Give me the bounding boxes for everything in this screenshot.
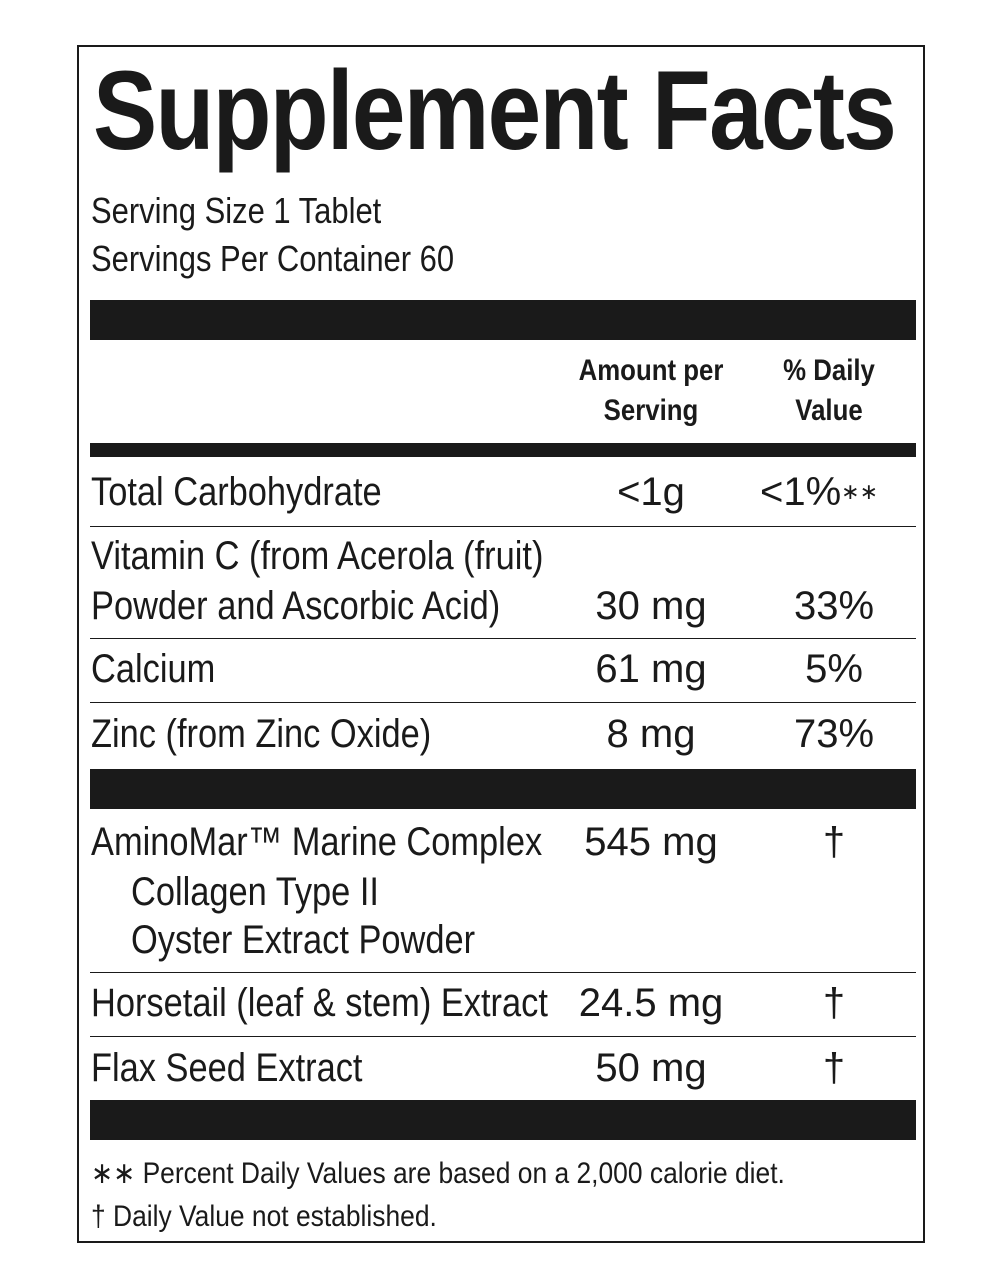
- row-name: Total Carbohydrate: [91, 470, 382, 514]
- row-name-line1: Vitamin C (from Acerola (fruit): [91, 534, 544, 578]
- amount-header-line2: Serving: [603, 394, 699, 427]
- row-name-line2: Powder and Ascorbic Acid): [91, 584, 501, 628]
- footnote-not-established: † Daily Value not established.: [91, 1200, 437, 1233]
- row-amount: 61 mg: [595, 647, 707, 691]
- row-dv: 5%: [805, 647, 863, 691]
- double-asterisk-mark: ∗∗: [841, 479, 879, 504]
- row-divider: [90, 972, 916, 973]
- dv-header-line1: % Daily: [783, 354, 875, 387]
- blend-name: AminoMar™ Marine Complex: [91, 820, 543, 864]
- row-amount: <1g: [617, 470, 685, 514]
- supplement-facts-panel: [77, 45, 925, 1243]
- row-dv: 73%: [793, 712, 875, 756]
- row-name: Calcium: [91, 647, 216, 691]
- panel-title: Supplement Facts: [93, 48, 896, 173]
- row-name: Zinc (from Zinc Oxide): [91, 712, 432, 756]
- thick-divider-top: [90, 300, 916, 340]
- blend-amount: 545 mg: [584, 820, 718, 864]
- row-dv: †: [822, 981, 846, 1025]
- serving-size: Serving Size 1 Tablet: [91, 190, 382, 231]
- row-amount: 30 mg: [595, 584, 707, 628]
- row-dv-value: <1%: [759, 470, 842, 514]
- thick-divider-middle: [90, 769, 916, 809]
- footnote-daily-values: ∗∗ Percent Daily Values are based on a 2,000 calorie diet.: [91, 1157, 785, 1190]
- blend-ingredient: Oyster Extract Powder: [131, 918, 476, 962]
- row-name: Flax Seed Extract: [91, 1046, 363, 1090]
- blend-dv: †: [822, 820, 846, 864]
- row-divider: [90, 1036, 916, 1037]
- thick-divider-bottom: [90, 1100, 916, 1140]
- row-divider: [90, 638, 916, 639]
- row-dv: [719, 467, 919, 517]
- row-dv: 33%: [793, 584, 875, 628]
- row-amount: 24.5 mg: [578, 981, 724, 1025]
- row-amount: 50 mg: [595, 1046, 707, 1090]
- row-amount: 8 mg: [606, 712, 696, 756]
- dv-header-line2: Value: [795, 394, 863, 427]
- amount-header-line1: Amount per: [578, 354, 724, 387]
- servings-per-container: Servings Per Container 60: [91, 238, 455, 279]
- thick-divider-header: [90, 443, 916, 457]
- row-dv: †: [822, 1046, 846, 1090]
- blend-ingredient: Collagen Type II: [131, 870, 379, 914]
- row-divider: [90, 702, 916, 703]
- row-divider: [90, 526, 916, 527]
- row-name: Horsetail (leaf & stem) Extract: [91, 981, 548, 1025]
